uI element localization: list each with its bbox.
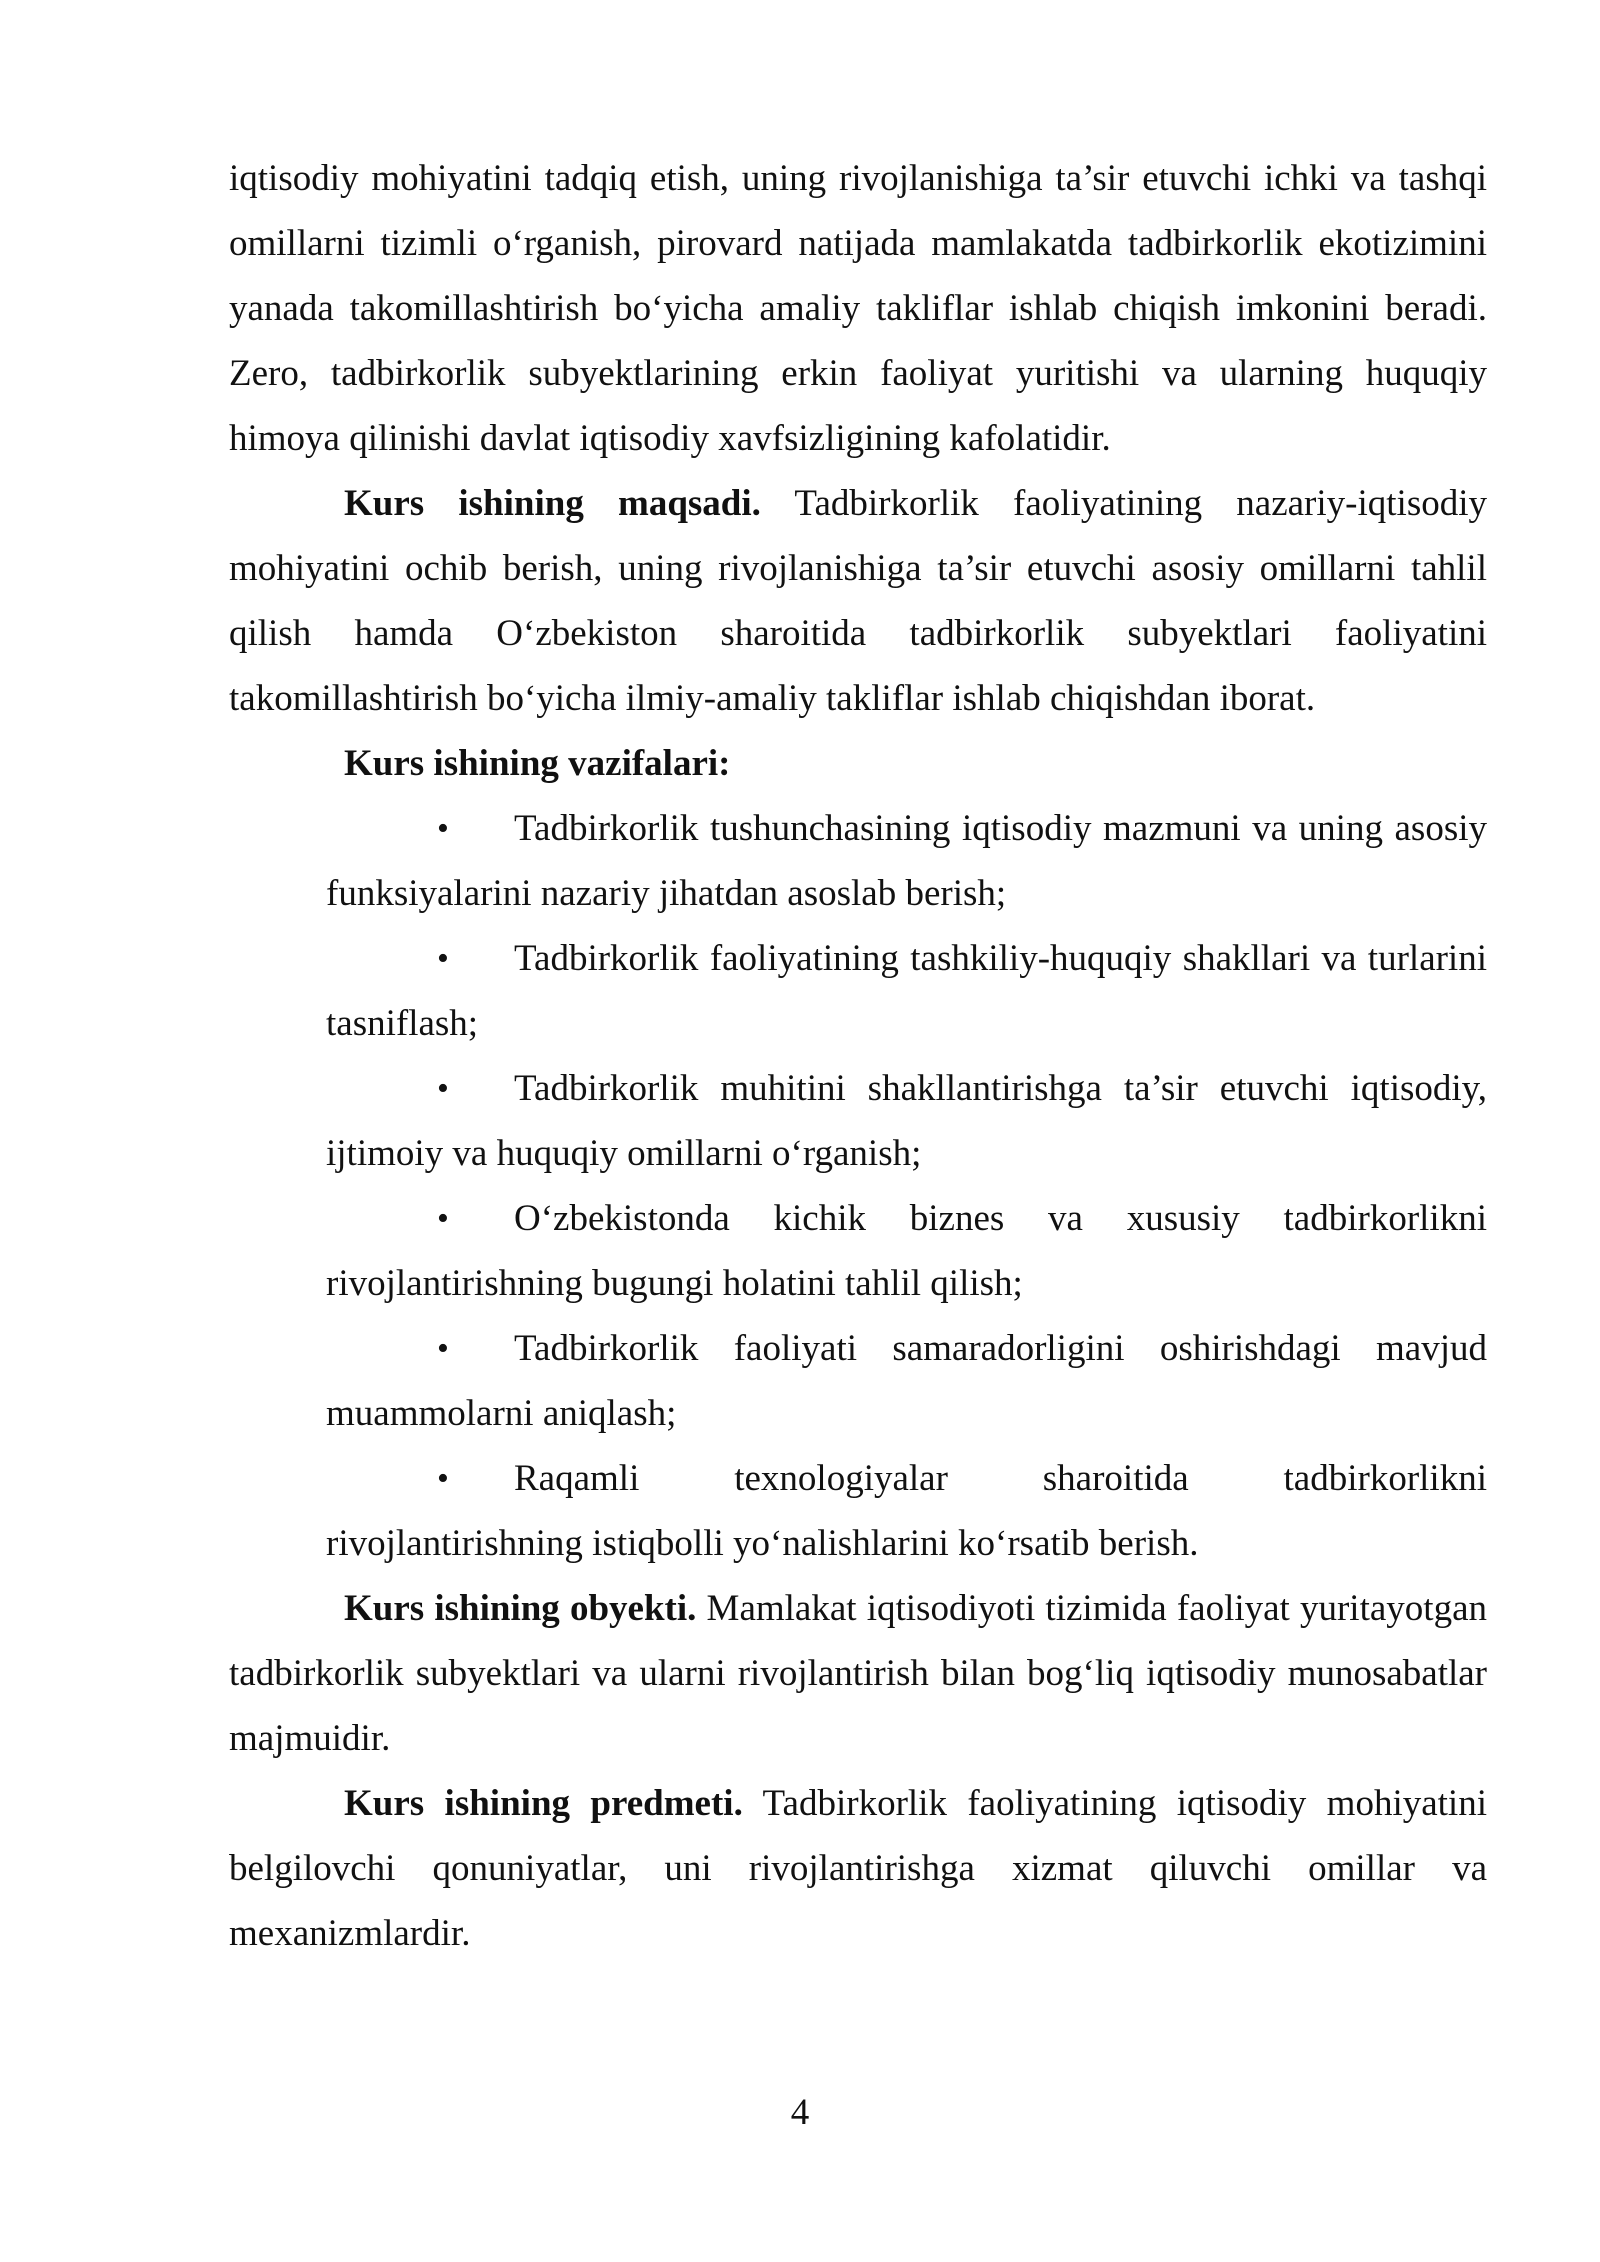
- goal-text: Tadbirkorlik faoliyatining nazariy-iqtisodiy mohiyatini ochib berish, uning rivojlanishiga ta’sir etuvchi asosiy omillarni tahlil qilish hamda O‘zbekiston sharoitida tadbirkorlik subyektlari faoliyatini takomillashtirish bo‘yicha ilmiy-amaliy takliflar ishlab chiqishdan iborat.: [229, 483, 1487, 719]
- bullet-icon: •: [437, 1070, 449, 1107]
- list-item: [326, 1186, 1487, 1316]
- object-paragraph: [229, 1576, 1487, 1771]
- object-text: Mamlakat iqtisodiyoti tizimida faoliyat yuritayotgan tadbirkorlik subyektlari va ularni rivojlantirish bilan bog‘liq iqtisodiy munosabatlar majmuidir.: [229, 1588, 1487, 1759]
- goal-label: Kurs ishining maqsadi.: [344, 483, 761, 524]
- list-item: [326, 1446, 1487, 1576]
- object-label: Kurs ishining obyekti.: [344, 1588, 697, 1629]
- tasks-list: [229, 796, 1487, 1576]
- list-item: [326, 796, 1487, 926]
- bullet-icon: •: [437, 810, 449, 847]
- task-text: Tadbirkorlik muhitini shakllantirishga ta’sir etuvchi iqtisodiy, ijtimoiy va huquqiy omillarni o‘rganish;: [326, 1068, 1487, 1174]
- tasks-label: Kurs ishining vazifalari:: [344, 743, 731, 784]
- list-item: [326, 1316, 1487, 1446]
- list-item: [326, 926, 1487, 1056]
- task-text: Tadbirkorlik tushunchasining iqtisodiy mazmuni va uning asosiy funksiyalarini nazariy jihatdan asoslab berish;: [326, 808, 1487, 914]
- bullet-icon: •: [437, 940, 449, 977]
- subject-text: Tadbirkorlik faoliyatining iqtisodiy mohiyatini belgilovchi qonuniyatlar, uni rivojlantirishga xizmat qiluvchi omillar va mexanizmlardir.: [229, 1783, 1487, 1954]
- bullet-icon: •: [437, 1200, 449, 1237]
- subject-label: Kurs ishining predmeti.: [344, 1783, 743, 1824]
- task-text: Tadbirkorlik faoliyati samaradorligini oshirishdagi mavjud muammolarni aniqlash;: [326, 1328, 1487, 1434]
- bullet-icon: •: [437, 1330, 449, 1367]
- page-number: 4: [790, 2092, 810, 2133]
- goal-paragraph: [229, 471, 1487, 731]
- task-text: Tadbirkorlik faoliyatining tashkiliy-huquqiy shakllari va turlarini tasniflash;: [326, 938, 1487, 1044]
- subject-paragraph: [229, 1771, 1487, 1966]
- bullet-icon: •: [437, 1460, 449, 1497]
- task-text: O‘zbekistonda kichik biznes va xususiy tadbirkorlikni rivojlantirishning bugungi holatini tahlil qilish;: [326, 1198, 1487, 1304]
- tasks-heading: [229, 731, 1487, 796]
- intro-paragraph: iqtisodiy mohiyatini tadqiq etish, uning rivojlanishiga ta’sir etuvchi ichki va tashqi omillarni tizimli o‘rganish, pirovard natijada mamlakatda tadbirkorlik ekotizimini yanada takomillashtirish bo‘yicha amaliy takliflar ishlab chiqish imkonini beradi. Zero, tadbirkorlik subyektlarining erkin faoliyat yuritishi va ularning huquqiy himoya qilinishi davlat iqtisodiy xavfsizligining kafolatidir.: [229, 158, 1487, 459]
- page-body: [229, 146, 1487, 1966]
- list-item: [326, 1056, 1487, 1186]
- task-text: Raqamli texnologiyalar sharoitida tadbirkorlikni rivojlantirishning istiqbolli yo‘nalishlarini ko‘rsatib berish.: [326, 1458, 1487, 1564]
